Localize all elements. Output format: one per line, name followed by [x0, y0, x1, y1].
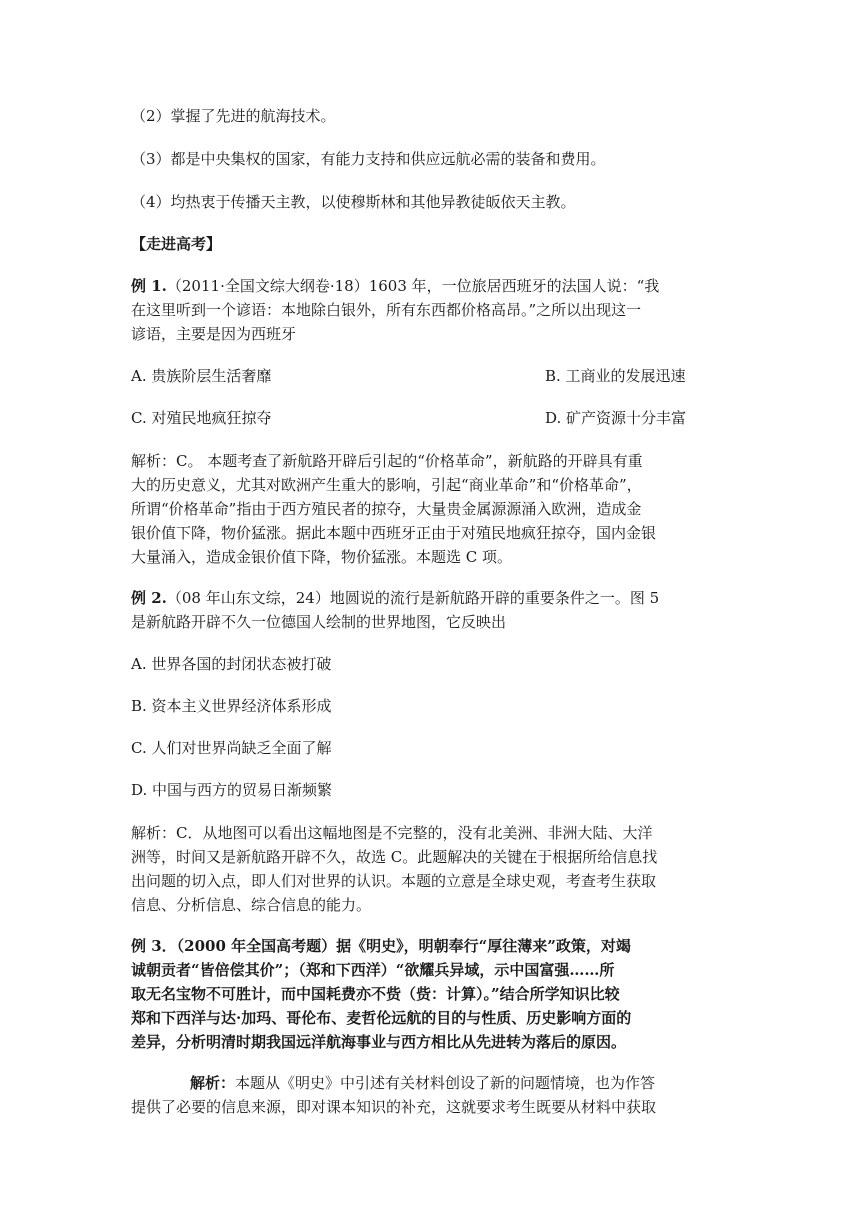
ex3-analysis-2: 提供了必要的信息来源，即对课本知识的补充，这就要求考生既要从材料中获取 — [131, 1098, 657, 1116]
ex3-line-5: 差异，分析明清时期我国远洋航海事业与西方相比从先进转为落后的原因。 — [131, 1033, 627, 1051]
ex2-analysis-2: 洲等，时间又是新航路开辟不久，故选 C。此题解决的关键在于根据所给信息找 — [131, 848, 658, 866]
ex1-option-b: B. 工商业的发展迅速 — [545, 367, 686, 385]
ex2-label: 例 2. — [131, 589, 167, 607]
ex3-line-2: 诚朝贡者“皆倍偿其价”；（郑和下西洋）“欲耀兵异域，示中国富强……所 — [131, 961, 615, 979]
ex2-line-2: 是新航路开辟不久一位德国人绘制的世界地图，它反映出 — [131, 613, 507, 631]
ex2-option-c: C. 人们对世界尚缺乏全面了解 — [131, 739, 332, 757]
ex1-line-3: 谚语，主要是因为西班牙 — [131, 325, 297, 343]
ex1-analysis-1: 解析：C。 本题考查了新航路开辟后引起的“价格革命”，新航路的开辟具有重 — [131, 452, 643, 470]
ex2-option-a: A. 世界各国的封闭状态被打破 — [131, 655, 332, 673]
ex3-line-1: 例 3．（2000 年全国高考题）据《明史》，明朝奉行“厚往薄来”政策，对竭 — [131, 937, 631, 955]
ex3-analysis-first: 本题从《明史》中引述有关材料创设了新的问题情境，也为作答 — [235, 1074, 656, 1092]
ex1-line-1 — [131, 274, 659, 298]
ex3-analysis-1 — [190, 1071, 655, 1095]
ex2-text-1: （08 年山东文综，24）地圆说的流行是新航路开辟的重要条件之一。图 5 — [166, 589, 660, 607]
section-title: 【走进高考】 — [131, 235, 222, 253]
ex1-analysis-3: 所谓“价格革命”指由于西方殖民者的掠夺，大量贵金属源源涌入欧洲，造成金 — [131, 500, 642, 518]
ex2-analysis-1: 解析：C．从地图可以看出这幅地图是不完整的，没有北美洲、非洲大陆、大洋 — [131, 824, 653, 842]
ex1-option-c: C. 对殖民地疯狂掠夺 — [131, 409, 272, 427]
ex1-line-2: 在这里听到一个谚语：本地除白银外，所有东西都价格高昂。”之所以出现这一 — [131, 301, 642, 319]
ex1-analysis-5: 大量涌入，造成金银价值下降，物价猛涨。本题选 C 项。 — [131, 548, 513, 566]
ex1-label: 例 1. — [131, 277, 167, 295]
ex3-analysis-label: 解析： — [190, 1074, 236, 1092]
ex1-option-d: D. 矿产资源十分丰富 — [545, 409, 687, 427]
ex3-line-4: 郑和下西洋与达·加玛、哥伦布、麦哲伦远航的目的与性质、历史影响方面的 — [131, 1009, 632, 1027]
ex1-option-a: A. 贵族阶层生活奢靡 — [131, 367, 272, 385]
ex1-analysis-2: 大的历史意义，尤其对欧洲产生重大的影响，引起“商业革命”和“价格革命”， — [131, 476, 642, 494]
ex2-analysis-3: 出问题的切入点，即人们对世界的认识。本题的立意是全球史观，考查考生获取 — [131, 872, 657, 890]
ex2-option-b: B. 资本主义世界经济体系形成 — [131, 697, 332, 715]
ex2-option-d: D. 中国与西方的贸易日渐频繁 — [131, 781, 333, 799]
ex1-analysis-4: 银价值下降，物价猛涨。据此本题中西班牙正由于对殖民地疯狂掠夺，国内金银 — [131, 524, 657, 542]
ex2-line-1 — [131, 586, 659, 610]
item-2: （2）掌握了先进的航海技术。 — [131, 107, 336, 125]
item-4: （4）均热衷于传播天主教，以使穆斯林和其他异教徒皈依天主教。 — [131, 193, 576, 211]
ex3-line-3: 取无名宝物不可胜计，而中国耗费亦不赀（赀：计算）。”结合所学知识比较 — [131, 985, 620, 1003]
ex2-analysis-4: 信息、分析信息、综合信息的能力。 — [131, 896, 372, 914]
item-3: （3）都是中央集权的国家，有能力支持和供应远航必需的装备和费用。 — [131, 150, 606, 168]
ex1-text-1: （2011·全国文综大纲卷·18）1603 年，一位旅居西班牙的法国人说：“我 — [166, 277, 660, 295]
